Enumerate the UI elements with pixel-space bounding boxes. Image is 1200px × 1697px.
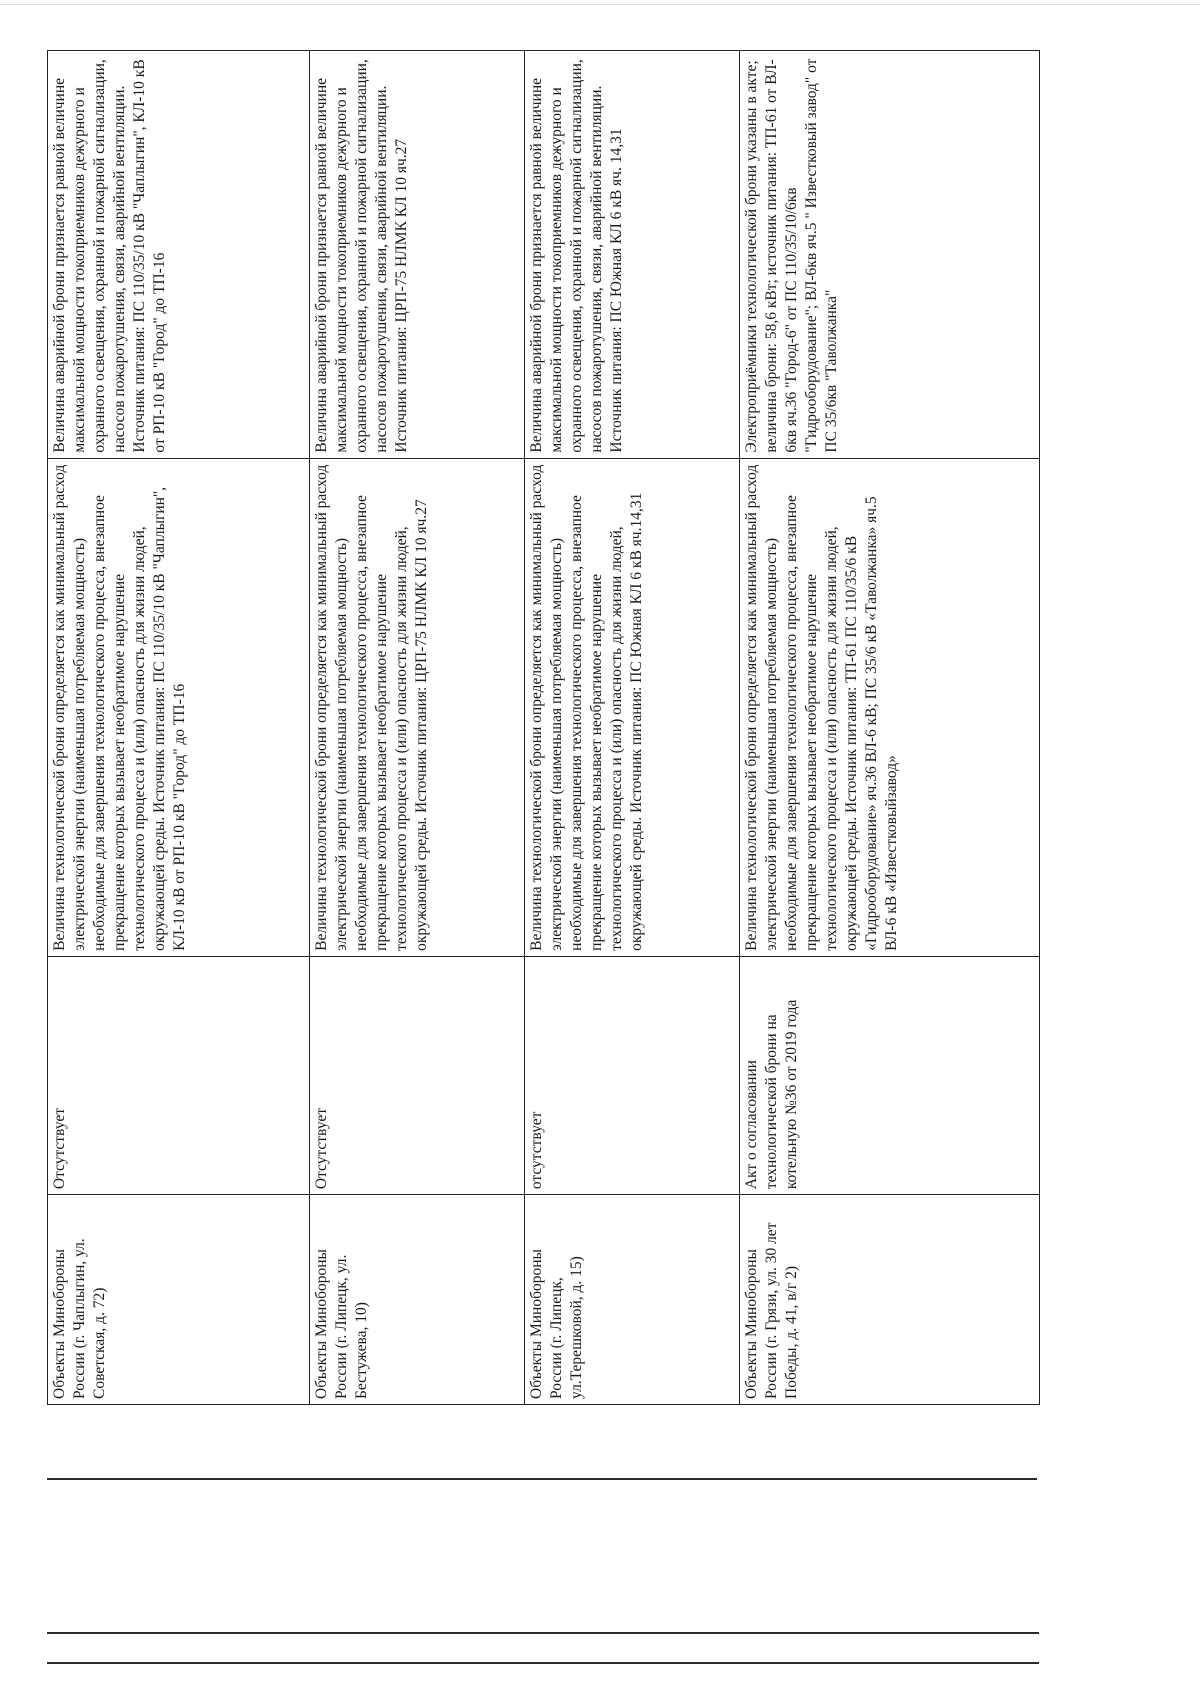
document-cell: Отсутствует bbox=[310, 956, 525, 1194]
table-row bbox=[48, 51, 310, 1405]
object-cell: Объекты Минобороны России (г. Липецк, ул. Бестужева, 10) bbox=[310, 1195, 525, 1405]
technological-reserve-cell: Величина технологической брони определяется как минимальный расход электрической энергии (наименьшая потребляемая мощность) необходимые для завершения технологического процесса, внезапное прекращение которых вызывает необратимое нарушение технологического процесса и (или) опасность для жизни людей, окружающей среды. Источник питания: ЦРП-75 НЛМК КЛ 10 яч.27 bbox=[310, 458, 525, 956]
emergency-reserve-cell: Величина аварийной брони признается равной величине максимальной мощности токоприемников дежурного и охранного освещения, охранной и пожарной сигнализации, насосов пожаротушения, связи, аварийной вентиляции. Источник питания: ПС Южная КЛ 6 кВ яч. 14,31 bbox=[525, 51, 740, 459]
object-cell: Объекты Минобороны России (г. Липецк, ул.Терешковой, д. 15) bbox=[525, 1195, 740, 1405]
emergency-reserve-cell: Электроприёмники технологической брони указаны в акте; величина брони: 58,6 кВт; источник питания: ТП-61 от ВЛ- 6кв яч.36 "Город-6" от ПС 110/35/10/6кв "Гидрооборудование"; ВЛ-6кв яч.5 " Известковый завод" от ПС 35/6кв "Таволжанка" bbox=[740, 51, 1040, 459]
horizontal-rule bbox=[47, 1632, 1039, 1634]
power-reserve-table bbox=[47, 50, 1040, 1405]
table-row bbox=[525, 51, 740, 1405]
emergency-reserve-cell: Величина аварийной брони признается равной величине максимальной мощности токоприемников дежурного и охранного освещения, охранной и пожарной сигнализации, насосов пожаротушения, связи, аварийной вентиляции. Источник питания: ЦРП-75 НЛМК КЛ 10 яч.27 bbox=[310, 51, 525, 459]
emergency-reserve-cell: Величина аварийной брони признается равной величине максимальной мощности токоприемников дежурного и охранного освещения, охранной и пожарной сигнализации, насосов пожаротушения, связи, аварийной вентиляции. Источник питания: ПС 110/35/10 кВ "Чаплыгин", КЛ-10 кВ от РП-10 кВ "Город" до ТП-16 bbox=[48, 51, 310, 459]
document-cell: отсутствует bbox=[525, 956, 740, 1194]
technological-reserve-cell: Величина технологической брони определяется как минимальный расход электрической энергии (наименьшая потребляемая мощность) необходимые для завершения технологического процесса, внезапное прекращение которых вызывает необратимое нарушение технологического процесса и (или) опасность для жизни людей, окружающей среды. Источник питания: ПС 110/35/10 кВ "Чаплыгин", КЛ-10 кВ от РП-10 кВ "Город" до ТП-16 bbox=[48, 458, 310, 956]
document-cell: Акт о согласовании технологической брони на котельную №36 от 2019 года bbox=[740, 956, 1040, 1194]
rotated-table-frame bbox=[47, 50, 1039, 1405]
horizontal-rule bbox=[47, 1478, 1037, 1480]
scan-edge bbox=[0, 4, 1200, 5]
document-cell: Отсутствует bbox=[48, 956, 310, 1194]
table-row bbox=[740, 51, 1040, 1405]
object-cell: Объекты Минобороны России (г. Чаплыгин, ул. Советская, д. 72) bbox=[48, 1195, 310, 1405]
technological-reserve-cell: Величина технологической брони определяется как минимальный расход электрической энергии (наименьшая потребляемая мощность) необходимые для завершения технологического процесса, внезапное прекращение которых вызывает необратимое нарушение технологического процесса и (или) опасность для жизни людей, окружающей среды. Источник питания: ПС Южная КЛ 6 кВ яч.14,31 bbox=[525, 458, 740, 956]
horizontal-rule bbox=[47, 1662, 1039, 1664]
table-row bbox=[310, 51, 525, 1405]
object-cell: Объекты Минобороны России (г. Грязи, ул. 30 лет Победы, д. 41, в/г 2) bbox=[740, 1195, 1040, 1405]
technological-reserve-cell: Величина технологической брони определяется как минимальный расход электрической энергии (наименьшая потребляемая мощность) необходимые для завершения технологического процесса, внезапное прекращение которых вызывает необратимое нарушение технологического процесса и (или) опасность для жизни людей, окружающей среды. Источник питания: ТП-61 ПС 110/35/6 кВ «Гидрооборудование» яч.36 ВЛ-6 кВ; ПС 35/6 кВ «Таволжанка» яч.5 ВЛ-6 кВ «Известковыйзавод» bbox=[740, 458, 1040, 956]
